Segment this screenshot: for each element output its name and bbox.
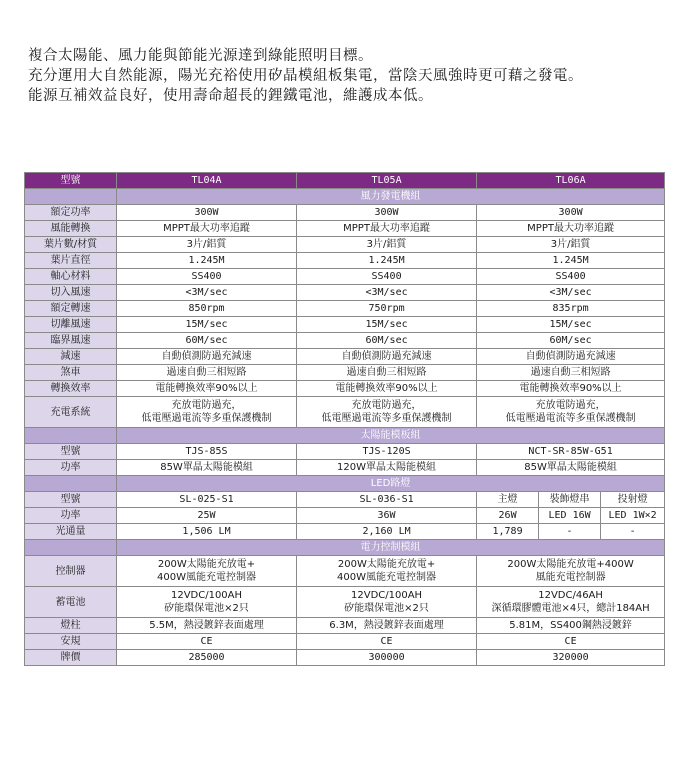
row-label: 風能轉換 bbox=[25, 221, 117, 237]
cell-line: 深循環膠體電池×4只，總計184AH bbox=[491, 603, 650, 614]
cell-tl06a-deco-string: 裝飾燈串 bbox=[539, 492, 601, 508]
cell-tl05a: <3M/sec bbox=[297, 285, 477, 301]
cell-tl06a-main-lamp: 1,789 bbox=[477, 524, 539, 540]
cell-tl05a: 300W bbox=[297, 205, 477, 221]
cell-line: 12VDC/100AH bbox=[351, 590, 423, 601]
cell-tl05a: 750rpm bbox=[297, 301, 477, 317]
cell-tl05a: 15M/sec bbox=[297, 317, 477, 333]
table-row bbox=[25, 253, 665, 269]
cell-tl05a: CE bbox=[297, 634, 477, 650]
cell-tl06a: NCT-SR-85W-G51 bbox=[477, 444, 665, 460]
cell-line: 400W風能充電控制器 bbox=[157, 572, 256, 583]
cell-line: 充放電防過充， bbox=[351, 400, 422, 411]
cell-tl04a: 285000 bbox=[117, 650, 297, 666]
cell-line: 低電壓過電流等多重保護機制 bbox=[505, 413, 636, 424]
cell-tl04a: 15M/sec bbox=[117, 317, 297, 333]
intro-line-2: 充分運用大自然能源，陽光充裕使用矽晶模組板集電，當陰天風強時更可藉之發電。 bbox=[28, 68, 583, 84]
cell-line: 400W風能充電控制器 bbox=[337, 572, 437, 583]
cell-tl06a: 320000 bbox=[477, 650, 665, 666]
cell-tl06a-spotlight: LED 1W×2 bbox=[601, 508, 665, 524]
table-row bbox=[25, 381, 665, 397]
cell-tl04a: MPPT最大功率追蹤 bbox=[117, 221, 297, 237]
cell-line: 矽能環保電池×2只 bbox=[164, 603, 249, 614]
row-label: 臨界風速 bbox=[25, 333, 117, 349]
cell-tl05a: 6.3M，熱浸鍍鋅表面處理 bbox=[297, 618, 477, 634]
cell-line: 12VDC/46AH bbox=[538, 590, 603, 601]
cell-tl06a-main-lamp: 主燈 bbox=[477, 492, 539, 508]
row-label: 安規 bbox=[25, 634, 117, 650]
cell-tl06a-deco-string: LED 16W bbox=[539, 508, 601, 524]
cell-tl04a: 300W bbox=[117, 205, 297, 221]
intro-text bbox=[28, 46, 668, 106]
cell-tl06a: 3片/鋁質 bbox=[477, 237, 665, 253]
model-header-label: 型號 bbox=[25, 173, 117, 189]
table-row bbox=[25, 221, 665, 237]
section-title-wind: 風力發電機組 bbox=[117, 189, 665, 205]
cell-tl04a: 85W單晶太陽能模組 bbox=[117, 460, 297, 476]
spec-table bbox=[24, 172, 665, 666]
row-label: 控制器 bbox=[25, 556, 117, 587]
table-row bbox=[25, 301, 665, 317]
cell-tl05a: 1.245M bbox=[297, 253, 477, 269]
table-row-battery bbox=[25, 587, 665, 618]
cell-tl05a: 120W單晶太陽能模組 bbox=[297, 460, 477, 476]
row-label: 轉換效率 bbox=[25, 381, 117, 397]
cell-tl06a: CE bbox=[477, 634, 665, 650]
cell-tl04a bbox=[117, 587, 297, 618]
section-title-control: 電力控制模組 bbox=[117, 540, 665, 556]
row-label: 功率 bbox=[25, 460, 117, 476]
cell-tl05a: 自動偵測防過充減速 bbox=[297, 349, 477, 365]
cell-tl04a: 3片/鋁質 bbox=[117, 237, 297, 253]
cell-tl05a: 2,160 LM bbox=[297, 524, 477, 540]
model-header-row bbox=[25, 173, 665, 189]
cell-tl05a bbox=[297, 556, 477, 587]
cell-tl05a bbox=[297, 587, 477, 618]
cell-line: 12VDC/100AH bbox=[170, 590, 243, 601]
cell-tl06a-deco-string: - bbox=[539, 524, 601, 540]
cell-tl04a: 60M/sec bbox=[117, 333, 297, 349]
table-row bbox=[25, 492, 665, 508]
cell-tl06a: MPPT最大功率追蹤 bbox=[477, 221, 665, 237]
row-label: 軸心材料 bbox=[25, 269, 117, 285]
cell-tl06a: 1.245M bbox=[477, 253, 665, 269]
row-label: 額定轉速 bbox=[25, 301, 117, 317]
row-label: 切離風速 bbox=[25, 317, 117, 333]
cell-tl06a bbox=[477, 556, 665, 587]
cell-tl06a-spotlight: - bbox=[601, 524, 665, 540]
cell-tl04a: 過速自動三相短路 bbox=[117, 365, 297, 381]
cell-line: 200W太陽能充放電+400W bbox=[507, 559, 634, 570]
section-blank bbox=[25, 540, 117, 556]
table-row bbox=[25, 650, 665, 666]
cell-line: 200W太陽能充放電+ bbox=[337, 559, 436, 570]
cell-tl06a: SS400 bbox=[477, 269, 665, 285]
cell-line: 充放電防過充， bbox=[171, 400, 242, 411]
cell-tl06a: 5.81M，SS400鋼熱浸鍍鋅 bbox=[477, 618, 665, 634]
cell-line: 風能充電控制器 bbox=[535, 572, 606, 583]
cell-tl06a: <3M/sec bbox=[477, 285, 665, 301]
cell-tl05a: 300000 bbox=[297, 650, 477, 666]
table-row-controller bbox=[25, 556, 665, 587]
cell-tl06a: 85W單晶太陽能模組 bbox=[477, 460, 665, 476]
cell-tl04a: CE bbox=[117, 634, 297, 650]
cell-tl06a: 60M/sec bbox=[477, 333, 665, 349]
cell-tl06a: 自動偵測防過充減速 bbox=[477, 349, 665, 365]
cell-tl04a bbox=[117, 397, 297, 428]
table-row bbox=[25, 444, 665, 460]
section-title-led: LED路燈 bbox=[117, 476, 665, 492]
cell-tl06a: 電能轉換效率90%以上 bbox=[477, 381, 665, 397]
section-blank bbox=[25, 428, 117, 444]
model-header-tl06a: TL06A bbox=[477, 173, 665, 189]
cell-line: 200W太陽能充放電+ bbox=[157, 559, 256, 570]
cell-tl04a: 25W bbox=[117, 508, 297, 524]
cell-tl06a bbox=[477, 397, 665, 428]
table-row bbox=[25, 269, 665, 285]
table-row bbox=[25, 285, 665, 301]
cell-tl04a: 1.245M bbox=[117, 253, 297, 269]
row-label: 葉片直徑 bbox=[25, 253, 117, 269]
row-label: 葉片數/材質 bbox=[25, 237, 117, 253]
cell-line: 低電壓過電流等多重保護機制 bbox=[141, 413, 272, 424]
table-row bbox=[25, 634, 665, 650]
cell-tl04a: TJS-85S bbox=[117, 444, 297, 460]
cell-tl06a: 15M/sec bbox=[477, 317, 665, 333]
model-header-tl04a: TL04A bbox=[117, 173, 297, 189]
table-row bbox=[25, 460, 665, 476]
cell-tl05a: 3片/鋁質 bbox=[297, 237, 477, 253]
cell-tl05a: MPPT最大功率追蹤 bbox=[297, 221, 477, 237]
section-row-wind bbox=[25, 189, 665, 205]
row-label: 牌價 bbox=[25, 650, 117, 666]
row-label: 切入風速 bbox=[25, 285, 117, 301]
cell-tl04a: 1,506 LM bbox=[117, 524, 297, 540]
cell-tl04a: SL-025-S1 bbox=[117, 492, 297, 508]
table-row-charge-system bbox=[25, 397, 665, 428]
row-label: 型號 bbox=[25, 492, 117, 508]
cell-tl06a: 835rpm bbox=[477, 301, 665, 317]
row-label: 充電系統 bbox=[25, 397, 117, 428]
table-row bbox=[25, 349, 665, 365]
cell-tl06a-main-lamp: 26W bbox=[477, 508, 539, 524]
row-label: 煞車 bbox=[25, 365, 117, 381]
cell-tl05a: 過速自動三相短路 bbox=[297, 365, 477, 381]
cell-tl05a bbox=[297, 397, 477, 428]
cell-tl06a: 過速自動三相短路 bbox=[477, 365, 665, 381]
cell-tl04a: <3M/sec bbox=[117, 285, 297, 301]
cell-line: 充放電防過充， bbox=[535, 400, 606, 411]
cell-tl04a: 電能轉換效率90%以上 bbox=[117, 381, 297, 397]
cell-line: 低電壓過電流等多重保護機制 bbox=[321, 413, 452, 424]
section-blank bbox=[25, 476, 117, 492]
cell-tl04a: 850rpm bbox=[117, 301, 297, 317]
model-header-tl05a: TL05A bbox=[297, 173, 477, 189]
table-row bbox=[25, 205, 665, 221]
row-label: 功率 bbox=[25, 508, 117, 524]
section-row-solar bbox=[25, 428, 665, 444]
cell-tl06a-spotlight: 投射燈 bbox=[601, 492, 665, 508]
cell-tl05a: TJS-120S bbox=[297, 444, 477, 460]
table-row bbox=[25, 365, 665, 381]
cell-tl06a: 300W bbox=[477, 205, 665, 221]
cell-tl05a: SL-036-S1 bbox=[297, 492, 477, 508]
cell-tl05a: 36W bbox=[297, 508, 477, 524]
table-row bbox=[25, 508, 665, 524]
intro-line-3: 能源互補效益良好，使用壽命超長的鋰鐵電池，維護成本低。 bbox=[28, 88, 433, 104]
cell-tl05a: 60M/sec bbox=[297, 333, 477, 349]
section-title-solar: 太陽能模板組 bbox=[117, 428, 665, 444]
cell-line: 矽能環保電池×2只 bbox=[344, 603, 429, 614]
row-label: 型號 bbox=[25, 444, 117, 460]
row-label: 蓄電池 bbox=[25, 587, 117, 618]
table-row bbox=[25, 317, 665, 333]
cell-tl04a: 自動偵測防過充減速 bbox=[117, 349, 297, 365]
cell-tl05a: 電能轉換效率90%以上 bbox=[297, 381, 477, 397]
cell-tl06a bbox=[477, 587, 665, 618]
row-label: 光通量 bbox=[25, 524, 117, 540]
row-label: 燈柱 bbox=[25, 618, 117, 634]
cell-tl04a bbox=[117, 556, 297, 587]
cell-tl05a: SS400 bbox=[297, 269, 477, 285]
intro-line-1: 複合太陽能、風力能與節能光源達到綠能照明目標。 bbox=[28, 48, 373, 64]
row-label: 減速 bbox=[25, 349, 117, 365]
cell-tl04a: 5.5M，熱浸鍍鋅表面處理 bbox=[117, 618, 297, 634]
cell-tl04a: SS400 bbox=[117, 269, 297, 285]
table-row bbox=[25, 333, 665, 349]
section-row-led bbox=[25, 476, 665, 492]
row-label: 額定功率 bbox=[25, 205, 117, 221]
table-row bbox=[25, 618, 665, 634]
table-row bbox=[25, 237, 665, 253]
section-blank bbox=[25, 189, 117, 205]
table-row bbox=[25, 524, 665, 540]
section-row-control bbox=[25, 540, 665, 556]
